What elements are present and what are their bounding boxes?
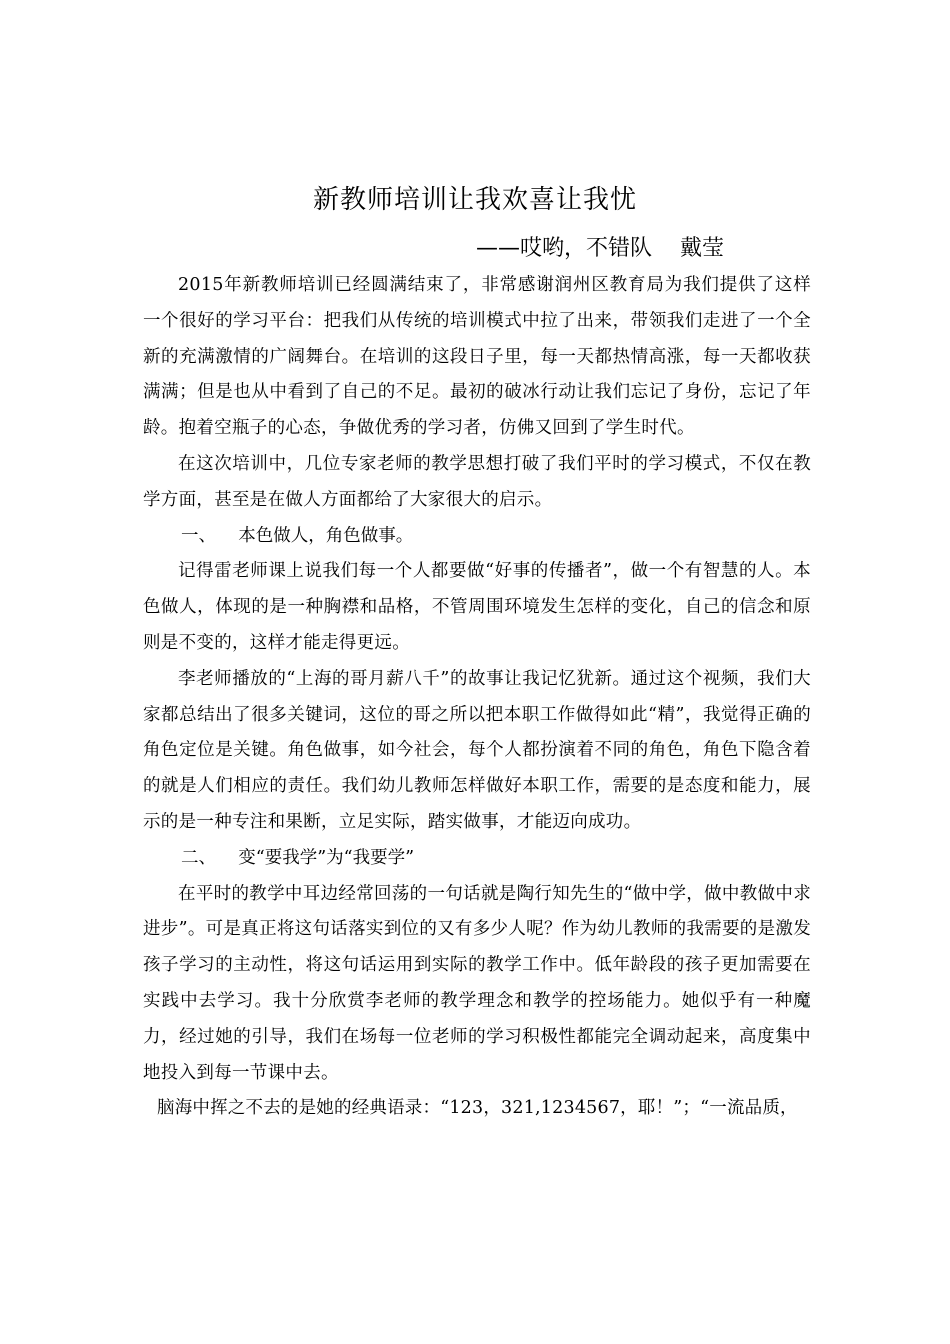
document-title: 新教师培训让我欢喜让我忧 [312, 185, 637, 215]
document-subtitle: ——哎哟，不错队 戴莹 [476, 236, 724, 261]
section-heading-1: 一、 本色做人，角色做事。 [181, 525, 414, 546]
paragraph-overview: 在这次培训中，几位专家老师的教学思想打破了我们平时的学习模式，不仅在教学方面，甚至是在做人方面都给了大家很大的启示。 [143, 453, 811, 510]
paragraph-section1-b: 李老师播放的“上海的哥月薪八千”的故事让我记忆犹新。通过这个视频，我们大家都总结出了很多关键词，这位的哥之所以把本职工作做得如此“精”，我觉得正确的角色定位是关键。角色做事，如今社会，每个人都扮演着不同的角色，角色下隐含着的就是人们相应的责任。我们幼儿教师怎样做好本职工作，需要的是态度和能力，展示的是一种专注和果断，立足实际，踏实做事，才能迈向成功。 [143, 668, 811, 832]
paragraph-section1-a: 记得雷老师课上说我们每一个人都要做“好事的传播者”，做一个有智慧的人。本色做人，体现的是一种胸襟和品格，不管周围环境发生怎样的变化，自己的信念和原则是不变的，这样才能走得更远。 [143, 561, 811, 653]
document-body [143, 268, 811, 1127]
paragraph-intro: 2015年新教师培训已经圆满结束了，非常感谢润州区教育局为我们提供了这样一个很好的学习平台：把我们从传统的培训模式中拉了出来，带领我们走进了一个全新的充满激情的广阔舞台。在培训的这段日子里，每一天都热情高涨，每一天都收获满满；但是也从中看到了自己的不足。最初的破冰行动让我们忘记了身份，忘记了年龄。抱着空瓶子的心态，争做优秀的学习者，仿佛又回到了学生时代。 [143, 275, 811, 439]
paragraph-section2-a: 在平时的教学中耳边经常回荡的一句话就是陶行知先生的“做中学，做中教做中求进步”。可是真正将这句话落实到位的又有多少人呢？作为幼儿教师的我需要的是激发孩子学习的主动性，将这句话运用到实际的教学工作中。低年龄段的孩子更加需要在实践中去学习。我十分欣赏李老师的教学理念和教学的控场能力。她似乎有一种魔力，经过她的引导，我们在场每一位老师的学习积极性都能完全调动起来，高度集中地投入到每一节课中去。 [143, 883, 811, 1083]
section-heading-2: 二、 变“要我学”为“我要学” [181, 847, 415, 868]
paragraph-section2-b: 脑海中挥之不去的是她的经典语录：“123，321,1234567，耶！”；“一流品质， [157, 1098, 798, 1119]
